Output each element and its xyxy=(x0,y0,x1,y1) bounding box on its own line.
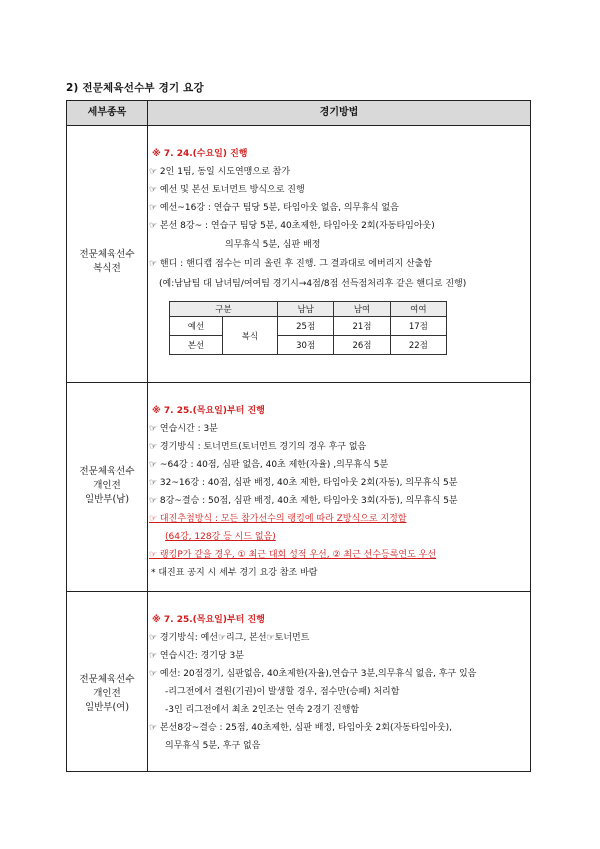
rule-line: ☞ ~64강 : 40점, 심판 없음, 40초 제한(자율) ,의무휴식 5분 xyxy=(149,460,389,470)
header-method: 경기방법 xyxy=(319,107,359,118)
handicap-cell: 22점 xyxy=(390,336,446,355)
handicap-col-header: 남여 xyxy=(334,302,390,317)
page-title: 2) 전문체육선수부 경기 요강 xyxy=(66,82,204,94)
handicap-cell: 21점 xyxy=(334,317,390,336)
handicap-col-header: 구분 xyxy=(170,302,278,317)
handicap-merged-cell: 복식 xyxy=(223,317,278,355)
section-women-singles xyxy=(149,592,529,772)
handicap-cell: 30점 xyxy=(278,336,334,355)
rule-line-highlight: (64강, 128강 등 시드 없음) xyxy=(165,532,276,542)
rule-line: ☞ 예선~16강 : 연습구 팀당 5분, 타임아웃 없음, 의무휴식 없음 xyxy=(149,203,399,213)
column-divider xyxy=(147,125,148,771)
rule-line-highlight: ☞ 대진추첨방식 : 모든 참가선수의 랭킹에 따라 Z방식으로 지정함 xyxy=(149,514,407,524)
section-doubles xyxy=(149,125,529,382)
section-men-singles xyxy=(149,383,529,591)
table-header xyxy=(67,101,530,126)
rule-line: ☞ 경기방식: 예선☞리그, 본선☞토너먼트 xyxy=(149,633,310,643)
category-line: 전문체육선수 xyxy=(79,249,135,260)
rule-line: ☞ 연습시간 : 3분 xyxy=(149,424,218,434)
handicap-cell: 17점 xyxy=(390,317,446,336)
rule-line: -3인 리그전에서 최초 2인조는 연속 2경기 진행함 xyxy=(165,705,360,715)
handicap-row-label: 본선 xyxy=(170,336,223,355)
rule-line: ☞ 8강~결승 : 50점, 심판 배정, 40초 제한, 타임아웃 3회(자동), 의무휴식 5분 xyxy=(149,496,458,506)
handicap-cell: 25점 xyxy=(278,317,334,336)
category-doubles xyxy=(67,248,147,276)
handicap-col-header: 남남 xyxy=(278,302,334,317)
rule-line: ☞ 핸디 : 핸디캡 점수는 미리 올린 후 진행. 그 결과대로 에버리지 산출함 xyxy=(149,259,433,269)
rule-line: ☞ 2인 1팀, 동일 시도연맹으로 참가 xyxy=(149,167,291,177)
handicap-row-label: 예선 xyxy=(170,317,223,336)
section-date: ※ 7. 25.(목요일)부터 진행 xyxy=(152,615,265,625)
rules-table xyxy=(66,100,531,772)
category-line: 개인전 xyxy=(93,688,121,699)
rule-line: ☞ 예선: 20점경기, 심판없음, 40초제한(자율),연습구 3분,의무휴식 없음, 후구 있음 xyxy=(149,669,477,679)
handicap-table xyxy=(169,301,447,355)
handicap-col-header: 여여 xyxy=(390,302,446,317)
rule-line: -리그전에서 결원(기권)이 발생할 경우, 점수만(승패) 처리함 xyxy=(165,687,400,697)
rule-note: * 대진표 공지 시 세부 경기 요강 참조 바람 xyxy=(151,568,318,578)
section-date: ※ 7. 24.(수요일) 진행 xyxy=(152,149,248,159)
rule-line: ☞ 예선 및 본선 토너먼트 방식으로 진행 xyxy=(149,185,305,195)
header-category: 세부종목 xyxy=(67,101,148,125)
category-line: 복식전 xyxy=(93,263,121,274)
rule-line: 의무휴식 5분, 심판 배정 xyxy=(225,240,321,250)
category-line: 개인전 xyxy=(93,480,121,491)
section-date: ※ 7. 25.(목요일)부터 진행 xyxy=(152,406,265,416)
rule-line: ☞ 32~16강 : 40점, 심판 배정, 40초 제한, 타임아웃 2회(자동), 의무휴식 5분 xyxy=(149,478,458,488)
category-line: 일반부(남) xyxy=(84,494,130,505)
category-line: 전문체육선수 xyxy=(79,674,135,685)
category-line: 일반부(여) xyxy=(84,702,130,713)
rule-line: ☞ 본선 8강~ : 연습구 팀당 5분, 40초제한, 타임아웃 2회(자동타임아웃) xyxy=(149,221,435,231)
rule-line: ☞ 본선8강~결승 : 25점, 40초제한, 심판 배정, 타임아웃 2회(자동타임아웃), xyxy=(149,723,453,733)
rule-line-highlight: ☞ 랭킹P가 같을 경우, ① 최근 대회 성적 우선, ② 최근 선수등록연도 우선 xyxy=(149,550,437,560)
category-men-singles xyxy=(67,465,147,507)
category-line: 전문체육선수 xyxy=(79,466,135,477)
rule-line: ☞ 경기방식 : 토너먼트(토너먼트 경기의 경우 후구 없음 xyxy=(149,442,367,452)
handicap-cell: 26점 xyxy=(334,336,390,355)
rule-line: 의무휴식 5분, 후구 없음 xyxy=(165,741,261,751)
category-women-singles xyxy=(67,673,147,715)
rule-line: ☞ 연습시간: 경기당 3분 xyxy=(149,651,244,661)
rule-line: (예:남남팀 대 남녀팀/여여팀 경기시→4점/8점 선득점처리후 같은 핸디로 진행) xyxy=(159,279,467,289)
